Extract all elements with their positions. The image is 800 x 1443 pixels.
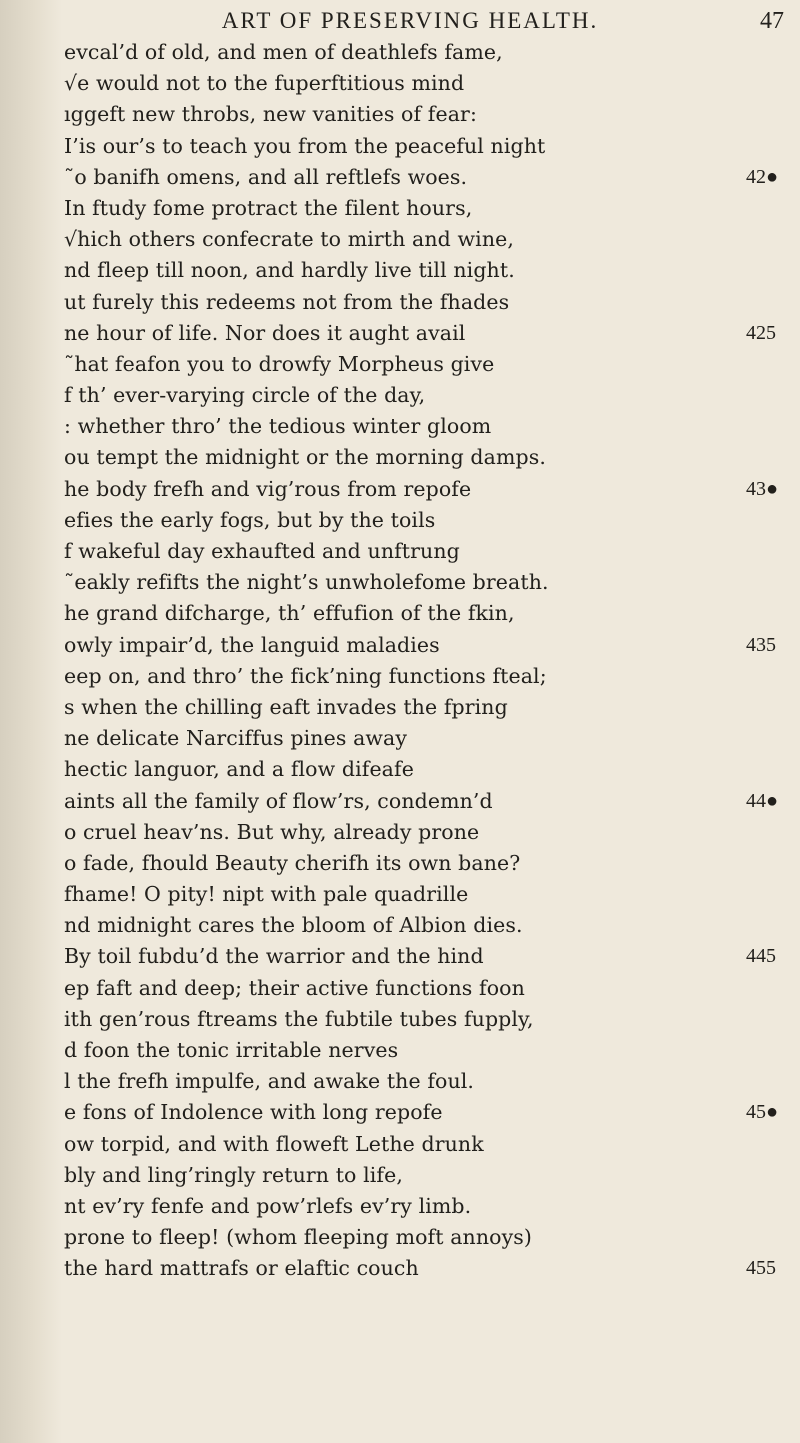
verse-line-text: evcal’d of old, and men of deathlefs fame,: [64, 40, 503, 64]
binding-shadow: [0, 0, 62, 1443]
verse-line-text: bly and ling’ringly return to life,: [64, 1162, 403, 1187]
verse-line-text: prone to fleep! (whom fleeping moft annoys): [64, 1225, 532, 1250]
verse-line-text: By toil fubdu’d the warrior and the hind: [64, 944, 484, 969]
verse-line-text: ˜o banifh omens, and all reftlefs woes.: [64, 164, 468, 189]
verse-line: [64, 661, 784, 692]
verse-line-text: nt ev’ry fenfe and pow’rlefs ev’ry limb.: [64, 1193, 472, 1218]
verse-line-text: ut furely this redeems not from the fhades: [64, 289, 510, 314]
verse-line-text: ˜eakly refifts the night’s unwholefome breath.: [64, 570, 549, 595]
verse-line: [64, 941, 784, 972]
verse-line-text: nd midnight cares the bloom of Albion dies.: [64, 913, 523, 938]
verse-line: [64, 68, 784, 99]
line-number: 43●: [746, 477, 779, 500]
verse-line: [64, 1035, 784, 1066]
line-number: 455: [746, 1257, 776, 1280]
verse-line: [64, 99, 784, 130]
verse-line-text: In ftudy fome protract the filent hours,: [64, 195, 473, 220]
verse-line: [64, 1160, 784, 1191]
verse-line-text: l the frefh impulfe, and awake the foul.: [64, 1069, 475, 1094]
verse-line: [64, 255, 784, 286]
verse-line: [64, 349, 784, 380]
verse-line: [64, 287, 784, 318]
verse-line-text: I’is our’s to teach you from the peaceful night: [64, 133, 546, 158]
verse-line-text: ıggeft new throbs, new vanities of fear:: [64, 102, 477, 127]
poem-text: [64, 37, 784, 1285]
verse-line: [64, 598, 784, 629]
verse-line: [64, 411, 784, 442]
verse-line: [64, 474, 784, 505]
verse-line: [64, 162, 784, 193]
line-number: 44●: [746, 789, 779, 812]
verse-line: [64, 723, 784, 754]
verse-line-text: efies the early fogs, but by the toils: [64, 507, 436, 532]
verse-line-text: o fade, fhould Beauty cherifh its own bane?: [64, 850, 521, 875]
verse-line: [64, 1253, 784, 1284]
verse-line-text: √e would not to the fuperftitious mind: [64, 71, 465, 96]
verse-line: [64, 1191, 784, 1222]
running-title: ART OF PRESERVING HEALTH.: [221, 8, 599, 33]
verse-line-text: he body frefh and vig’rous from repofe: [64, 476, 472, 501]
verse-line: [64, 505, 784, 536]
verse-line: [64, 442, 784, 473]
verse-line: [64, 1004, 784, 1035]
verse-line: [64, 193, 784, 224]
line-number: 425: [746, 321, 776, 344]
verse-line-text: : whether thro’ the tedious winter gloom: [64, 414, 492, 439]
verse-line: [64, 973, 784, 1004]
verse-line: [64, 1222, 784, 1253]
verse-line-text: the hard mattrafs or elaftic couch: [64, 1256, 419, 1281]
verse-line: [64, 817, 784, 848]
verse-line: [64, 224, 784, 255]
line-number: 42●: [746, 165, 779, 188]
verse-line: [64, 131, 784, 162]
verse-line-text: ou tempt the midnight or the morning damps.: [64, 445, 546, 470]
verse-line-text: owly impair’d, the languid maladies: [64, 632, 440, 657]
verse-line: [64, 754, 784, 785]
verse-line-text: e fons of Indolence with long repofe: [64, 1100, 443, 1125]
verse-line-text: aints all the family of flow’rs, condemn’d: [64, 788, 493, 813]
page-number: 47: [760, 8, 784, 34]
verse-line-text: eep on, and thro’ the fick’ning functions fteal;: [64, 663, 547, 688]
verse-line: [64, 630, 784, 661]
verse-line: [64, 692, 784, 723]
verse-line-text: d foon the tonic irritable nerves: [64, 1038, 399, 1062]
verse-line: [64, 1129, 784, 1160]
verse-line-text: √hich others confecrate to mirth and wine,: [64, 227, 514, 252]
verse-line: [64, 380, 784, 411]
verse-line-text: o cruel heav’ns. But why, already prone: [64, 819, 480, 844]
verse-line-text: s when the chilling eaft invades the fpring: [64, 694, 508, 719]
verse-line-text: ow torpid, and with floweft Lethe drunk: [64, 1131, 484, 1156]
verse-line-text: nd fleep till noon, and hardly live till night.: [64, 258, 515, 283]
verse-line-text: ˜hat feafon you to drowfy Morpheus give: [64, 351, 495, 376]
verse-line-text: ne delicate Narciffus pines away: [64, 726, 408, 751]
verse-line: [64, 1097, 784, 1128]
verse-line-text: f th’ ever-varying circle of the day,: [64, 383, 426, 408]
verse-line: [64, 786, 784, 817]
verse-line-text: ith gen’rous ftreams the fubtile tubes fupply,: [64, 1006, 534, 1031]
verse-line: [64, 879, 784, 910]
verse-line: [64, 1066, 784, 1097]
verse-line: [64, 567, 784, 598]
verse-line-text: he grand difcharge, th’ effufion of the fkin,: [64, 601, 515, 626]
verse-line-text: hectic languor, and a flow difeafe: [64, 757, 414, 782]
verse-line: [64, 848, 784, 879]
line-number: 435: [746, 633, 776, 656]
verse-line-text: fhame! O pity! nipt with pale quadrille: [64, 882, 469, 907]
verse-line: [64, 37, 784, 68]
verse-line: [64, 910, 784, 941]
verse-line: [64, 536, 784, 567]
verse-line-text: f wakeful day exhaufted and unftrung: [64, 539, 460, 563]
verse-line: [64, 318, 784, 349]
line-number: 45●: [746, 1101, 779, 1124]
verse-line-text: ne hour of life. Nor does it aught avail: [64, 320, 466, 345]
verse-line-text: ep faft and deep; their active functions foon: [64, 975, 525, 1000]
line-number: 445: [746, 945, 776, 968]
